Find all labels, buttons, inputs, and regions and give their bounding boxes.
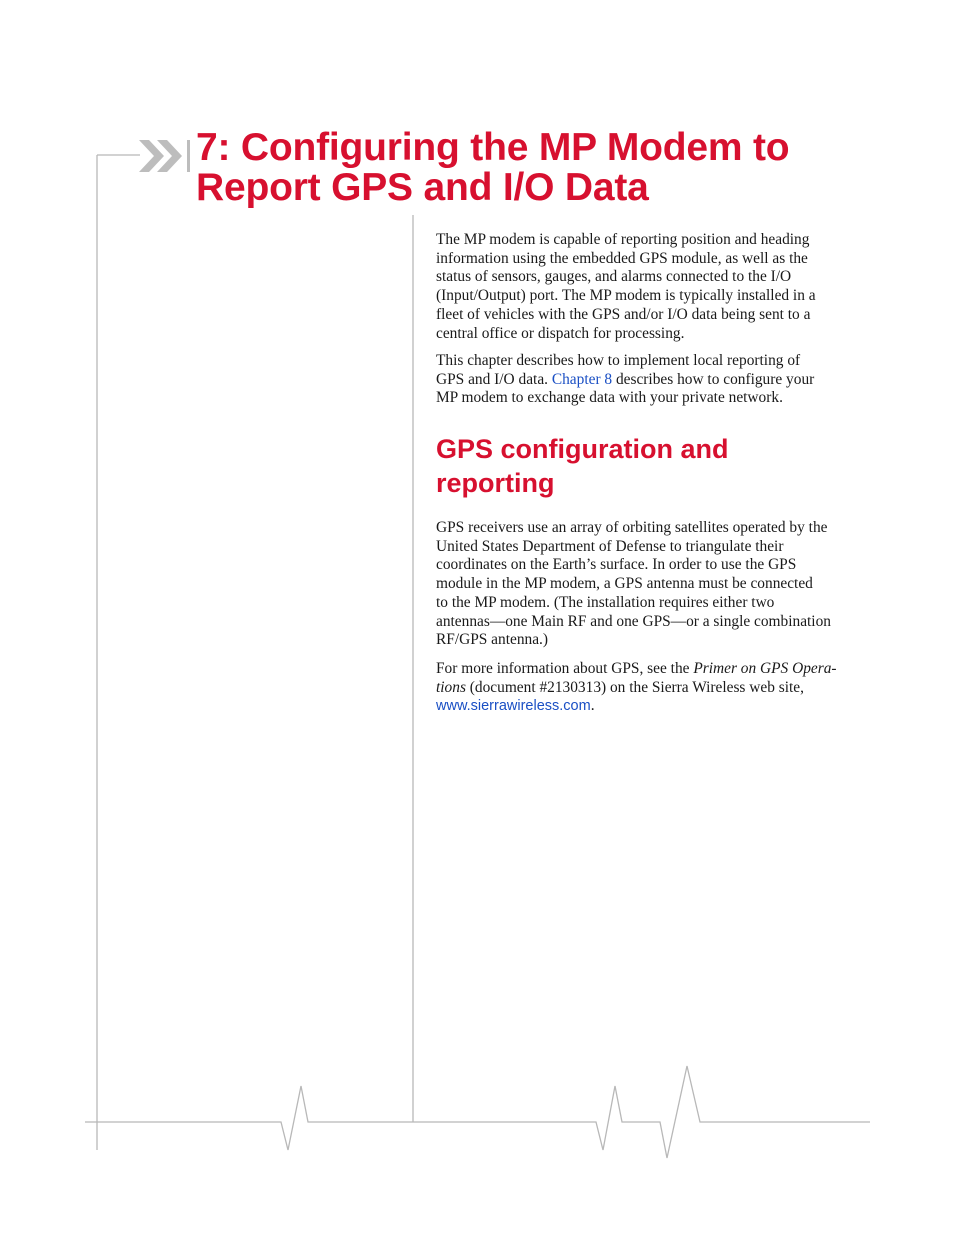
sierrawireless-link[interactable]: www.sierrawireless.com — [436, 698, 591, 715]
section-heading: GPS configuration and reporting — [436, 434, 729, 498]
chapter-title — [196, 128, 896, 208]
document-title: tions — [436, 678, 466, 696]
gps-paragraph-1: GPS receivers use an array of orbiting satellites operated by the United States Department of Defense to triangulate their coordinates on the Earth’s surface. In order to use the GPS module in the MP modem, a GPS antenna must be connected to the MP modem. (The installation requires either two antennas—one Main RF and one GPS—or a single combination RF/GPS antenna.) — [436, 519, 831, 649]
chapter-title-line: Report GPS and I/O Data — [196, 166, 649, 209]
gps-paragraph-2: For more information about GPS, see the Primer on GPS Opera- tions (document #2130313) on the Sierra Wireless web site, www.sierrawireless.com. — [436, 660, 837, 715]
chapter-title-line: 7: Configuring the MP Modem to — [196, 126, 790, 169]
chapter-8-link[interactable]: Chapter 8 — [551, 370, 613, 388]
bottom-heartbeat-rule — [85, 1066, 870, 1158]
intro-paragraph-2: This chapter describes how to implement local reporting of GPS and I/O data. Chapter 8 describes how to configure your MP modem to exchange data with your private network. — [436, 352, 815, 407]
document-title: Primer on GPS Opera- — [693, 660, 837, 677]
double-chevron-icon — [139, 140, 190, 172]
intro-paragraph-1: The MP modem is capable of reporting position and heading information using the embedded GPS module, as well as the status of sensors, gauges, and alarms connected to the I/O (Input/Output) port. The MP modem is typically installed in a fleet of vehicles with the GPS and/or I/O data being sent to a central office or dispatch for processing. — [436, 231, 816, 342]
